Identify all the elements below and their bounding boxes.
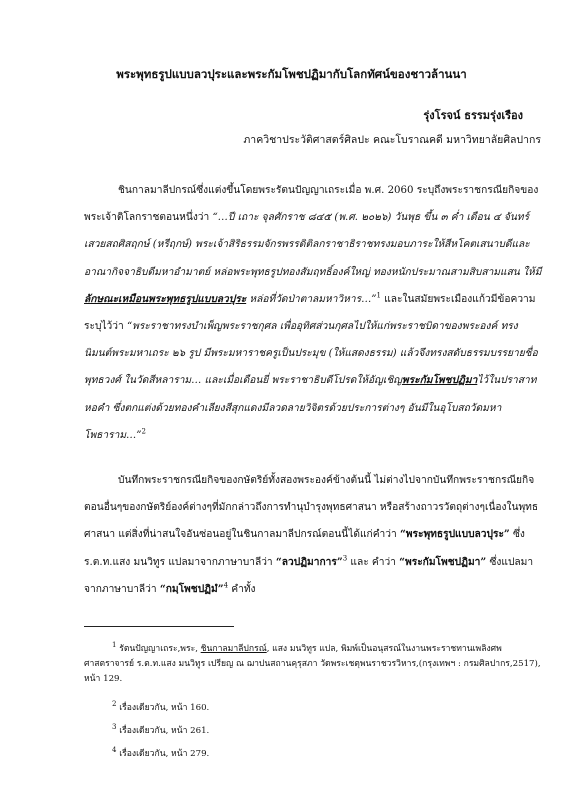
footnote-ref-2[interactable]: 2 — [141, 427, 146, 436]
footnote-3-number: 3 — [112, 723, 117, 732]
p1-quote-2: “พระราชาทรงบำเพ็ญพระราชกุศล เพื่ออุทิศส่วนกุศลไปให้แก่พระราชบิดาของพระองค์ ทรงนิมนต์พระมหาเถระ ๒๖ รูป มีพระมหาราชครูเป็นประมุข (ให้แสดงธรรม) แล้วจึงทรงสดับธรรมบรรยายชื่อ พุทธวงศ์ ในวัดสีหลาราม… และเมื่อเดือนยี่ พระราชาธิบดีโปรดให้อัญเชิญ — [84, 321, 538, 387]
p2-term-4: “กมฺโพชปฏิมํ” — [159, 582, 224, 595]
footnote-1-post: , แสง มนวิทูร แปล, พิมพ์เป็นอนุสรณ์ในงานพระราชทานเพลิงศพ ศาสตราจารย์ ร.ต.ท.แสง มนวิทูร เปรียญ ณ ฌาปนสถานคุรุสภา วัดพระเชตุพนราชวรวิหาร,(กรุงเทพฯ : กรมศิลปากร,2517), หน้า 129. — [84, 644, 541, 684]
footnote-4-number: 4 — [112, 746, 117, 755]
p2-term-2: “ลวปฏิมาการ” — [275, 555, 343, 568]
footnote-4 — [84, 747, 544, 762]
footnote-1-book: ชินกาลมาลีปกรณ์ — [200, 644, 267, 654]
p2-text-3: และ คำว่า — [347, 556, 400, 568]
footnote-ref-4[interactable]: 4 — [223, 581, 229, 590]
p2-text-4: ซึ่งแปลมาจากภาษาบาลีว่า — [84, 556, 534, 595]
footnote-2 — [84, 701, 544, 716]
author-affiliation: ภาควิชาประวัติศาสตร์ศิลปะ คณะโบราณคดี มหาวิทยาลัยศิลปากร — [243, 134, 541, 146]
p1-text-2: และในสมัยพระเมืองแก้วมีข้อความระบุไว้ว่า — [84, 293, 536, 333]
footnote-4-text: เรื่องเดียวกัน, หน้า 279. — [116, 749, 210, 759]
p2-text: บันทึกพระราชกรณียกิจของกษัตริย์ทั้งสองพระองค์ข้างต้นนี้ ไม่ต่างไปจากบันทึกพระราชกรณียกิจตอนอื่นๆของกษัตริย์องค์ต่างๆที่มักกล่าวถึงการทำนุบำรุงพุทธศาสนา หรือสร้างถาวรวัตถุต่างๆเนื่องในพุทธศาสนา แต่สิ่งที่น่าสนใจอันซ่อนอยู่ในชินกาลมาลีปกรณ์ตอนนี้ได้แก่คำว่า — [84, 475, 539, 541]
p1-text: ชินกาลมาลีปกรณ์ซึ่งแต่งขึ้นโดยพระรัตนปัญญาเถระเมื่อ พ.ศ. 2060 ระบุถึงพระราชกรณียกิจของพระเจ้าติโลกราชตอนหนึ่งว่า — [84, 185, 539, 224]
footnote-3-text: เรื่องเดียวกัน, หน้า 261. — [116, 726, 210, 736]
p1-quote: “…ปี เถาะ จุลศักราช ๘๔๕ (พ.ศ. ๒๐๒๖) วันพุธ ขึ้น ๓ ค่ำ เดือน ๔ จันทร์เสวยสถศิสฤกษ์ (หรีฤกษ์) พระเจ้าสิริธรรมจักรพรรดิติลกราชาธิราชทรงมอบภาระให้สีหโคตเสนาบดีและอาณากิจจาธิบดีมหาอำมาตย์ หล่อพระพุทธรูปทองสัมฤทธิ์องค์ใหญ่ ทองหนักประมาณสามสิบสามแสน ให้มี — [84, 212, 542, 278]
footnote-3 — [84, 724, 544, 739]
p2-term-1: “พระพุทธรูปแบบลวปุระ” — [399, 528, 510, 541]
footnote-1 — [84, 642, 544, 687]
footnote-divider — [84, 626, 234, 627]
page-title: พระพุทธรูปแบบลวปุระและพระกัมโพชปฏิมากับโลกทัศน์ของชาวล้านนา — [116, 67, 467, 81]
p1-quote-2-emphasis: พระกัมโพชปฏิมา — [401, 374, 478, 387]
p2-text-2: ซึ่ง ร.ต.ท.แสง มนวิทูร แปลมาจากภาษาบาลีว่า — [84, 529, 525, 568]
footnote-1-pre: รัตนปัญญาเถระ,พระ, — [116, 644, 201, 654]
footnote-ref-1[interactable]: 1 — [376, 291, 381, 300]
footnote-ref-3[interactable]: 3 — [342, 554, 348, 563]
author-name: รุ่งโรจน์ ธรรมรุ่งเรือง — [423, 109, 523, 122]
p1-quote-2-end: ไว้ในปราสาทหอคำ ซึ่งตกแต่งด้วยทองคำเลียงสีสุกแดงมีลวดลายวิจิตรด้วยประการต่างๆ อันมีในอุโบสถวัดมหาโพธาราม…” — [84, 375, 537, 441]
p2-term-3: “พระกัมโพชปฏิมา” — [399, 555, 487, 568]
paragraph-1 — [84, 177, 544, 449]
p1-quote-end: หล่อที่วัดป่าตาลมหาวิหาร…” — [246, 293, 377, 305]
paragraph-2 — [84, 467, 544, 603]
p2-text-5: คำทั้ง — [228, 583, 256, 595]
footnote-2-number: 2 — [112, 700, 117, 709]
body-text — [84, 177, 544, 603]
p1-quote-emphasis: ลักษณะเหมือนพระพุทธรูปแบบลวปุระ — [84, 292, 247, 305]
footnote-2-text: เรื่องเดียวกัน, หน้า 160. — [116, 703, 210, 713]
footnote-1-number: 1 — [112, 641, 117, 650]
